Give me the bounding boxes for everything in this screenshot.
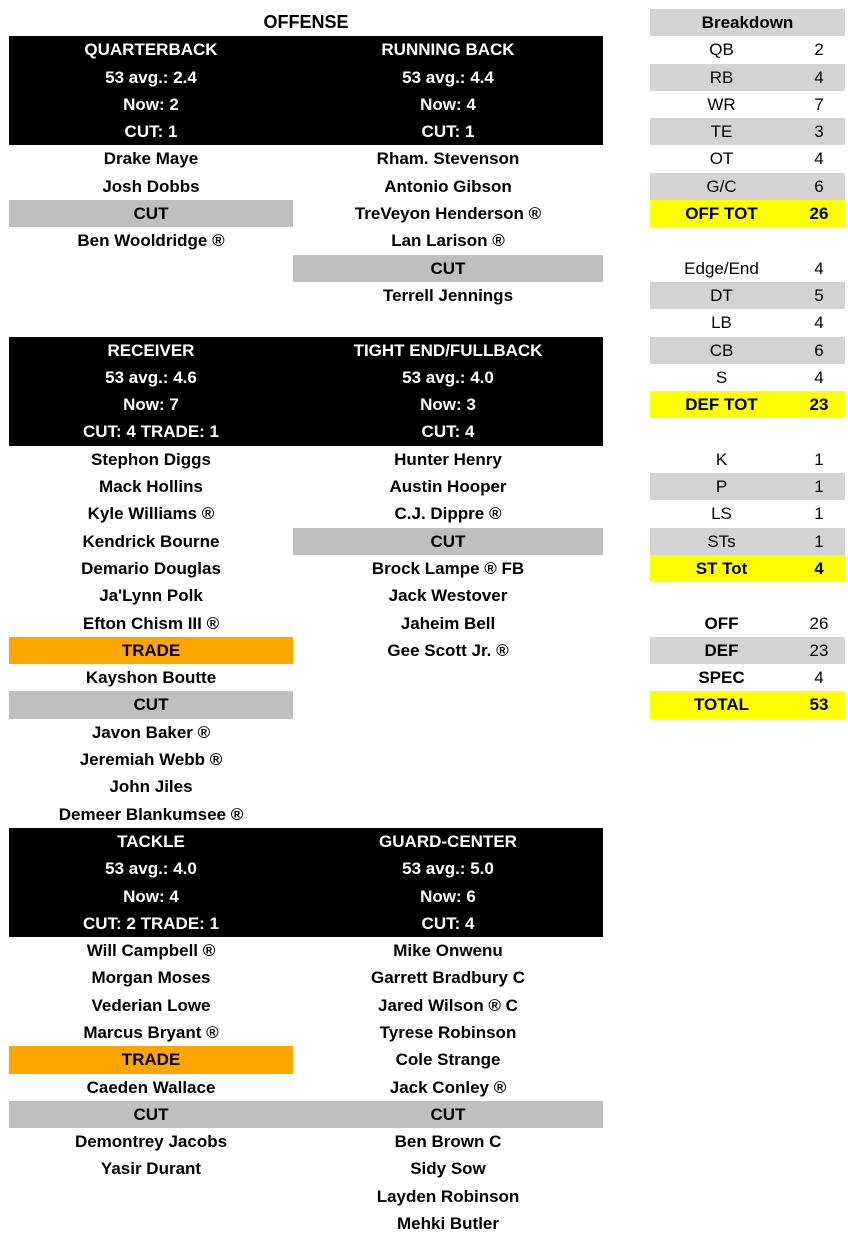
breakdown-value: 4 <box>814 367 824 387</box>
position-name: RUNNING BACK <box>381 40 515 60</box>
breakdown-label: P <box>715 477 728 497</box>
breakdown-row <box>650 255 845 282</box>
breakdown-row <box>650 637 845 664</box>
breakdown-value: 2 <box>814 40 824 60</box>
breakdown-label: G/C <box>706 176 737 196</box>
position-avg: 53 avg.: 4.0 <box>402 367 494 387</box>
player-row: Mike Onwenu <box>393 941 503 961</box>
player-row: Kayshon Boutte <box>85 668 217 688</box>
breakdown-row <box>650 337 845 364</box>
player-row: Kyle Williams ® <box>87 504 215 524</box>
position-now: Now: 4 <box>420 94 476 114</box>
position-name: QUARTERBACK <box>84 40 218 60</box>
position-header-block-wr-te <box>9 337 603 446</box>
player-row: Ja'Lynn Polk <box>99 586 203 606</box>
breakdown-row <box>650 173 845 200</box>
position-moves: CUT: 1 <box>421 122 475 142</box>
trade-bar: TRADE <box>9 637 293 664</box>
breakdown-row <box>650 309 845 336</box>
breakdown-row <box>650 528 845 555</box>
position-now: Now: 6 <box>420 886 476 906</box>
player-row: Jack Conley ® <box>389 1077 507 1097</box>
player-row: Terrell Jennings <box>382 285 514 305</box>
position-moves: CUT: 4 <box>421 913 475 933</box>
breakdown-value: 26 <box>809 613 829 633</box>
position-avg: 53 avg.: 5.0 <box>402 859 494 879</box>
breakdown-label: TE <box>710 122 733 142</box>
player-row: Efton Chism III ® <box>82 613 220 633</box>
position-name: RECEIVER <box>107 340 195 360</box>
player-row: Ben Wooldridge ® <box>77 231 225 251</box>
breakdown-label: OFF TOT <box>685 204 758 224</box>
breakdown-row <box>650 500 845 527</box>
breakdown-label: ST Tot <box>695 558 748 578</box>
breakdown-row <box>650 446 845 473</box>
player-row: Javon Baker ® <box>91 722 211 742</box>
breakdown-value: 5 <box>814 285 824 305</box>
breakdown-value: 23 <box>809 395 829 415</box>
breakdown-row <box>650 91 845 118</box>
player-row: Hunter Henry <box>394 449 502 469</box>
position-now: Now: 2 <box>123 94 179 114</box>
player-row: Drake Maye <box>103 149 199 169</box>
breakdown-value: 4 <box>814 558 824 578</box>
position-now: Now: 7 <box>123 395 179 415</box>
player-row: Sidy Sow <box>410 1159 486 1179</box>
player-row: Layden Robinson <box>376 1186 520 1206</box>
position-moves: CUT: 2 TRADE: 1 <box>82 913 219 933</box>
player-row: Tyrese Robinson <box>379 1022 517 1042</box>
player-row: Rham. Stevenson <box>376 149 520 169</box>
player-row: C.J. Dippre ® <box>394 504 502 524</box>
cut-bar: CUT <box>293 528 603 555</box>
breakdown-row <box>650 610 845 637</box>
breakdown-row-def-total <box>650 391 845 418</box>
breakdown-value: 26 <box>809 204 829 224</box>
player-row: Will Campbell ® <box>86 941 216 961</box>
breakdown-label: RB <box>709 67 734 87</box>
breakdown-row-off-total <box>650 200 845 227</box>
breakdown-value: 6 <box>814 176 824 196</box>
player-row: Stephon Diggs <box>91 449 211 469</box>
player-row: Jack Westover <box>388 586 508 606</box>
position-name: TIGHT END/FULLBACK <box>353 340 543 360</box>
breakdown-row <box>650 473 845 500</box>
player-row: Demario Douglas <box>81 558 221 578</box>
cut-bar: CUT <box>293 255 603 282</box>
position-now: Now: 4 <box>123 886 179 906</box>
player-row: Mehki Butler <box>396 1214 500 1234</box>
breakdown-label: LS <box>711 504 732 524</box>
player-row: Lan Larison ® <box>391 231 505 251</box>
player-row: Ben Brown C <box>394 1132 502 1152</box>
player-row: Vederian Lowe <box>91 995 211 1015</box>
breakdown-label: OFF <box>704 613 739 633</box>
position-header-guard-center <box>293 828 603 937</box>
position-moves: CUT: 4 <box>421 422 475 442</box>
player-row: John Jiles <box>109 777 193 797</box>
breakdown-value: 6 <box>814 340 824 360</box>
player-row: Josh Dobbs <box>102 176 200 196</box>
position-name: TACKLE <box>117 831 185 851</box>
breakdown-value: 1 <box>814 449 824 469</box>
player-row: Mack Hollins <box>99 477 203 497</box>
cut-bar: CUT <box>9 1101 293 1128</box>
position-header-quarterback <box>9 36 293 145</box>
breakdown-label: QB <box>709 40 734 60</box>
breakdown-value: 1 <box>814 477 824 497</box>
breakdown-row-grand-total <box>650 691 845 718</box>
player-row: Demontrey Jacobs <box>74 1132 228 1152</box>
position-header-block-qb-rb <box>9 36 603 145</box>
player-row: Morgan Moses <box>91 968 211 988</box>
breakdown-value: 53 <box>809 695 829 715</box>
breakdown-label: CB <box>709 340 734 360</box>
breakdown-label: DT <box>710 285 733 305</box>
breakdown-label: DEF TOT <box>685 395 758 415</box>
player-row: Yasir Durant <box>100 1159 202 1179</box>
breakdown-value: 23 <box>809 640 829 660</box>
trade-bar: TRADE <box>9 1046 293 1073</box>
position-now: Now: 3 <box>420 395 476 415</box>
breakdown-value: 4 <box>814 313 824 333</box>
position-name: GUARD-CENTER <box>379 831 517 851</box>
position-avg: 53 avg.: 4.0 <box>105 859 197 879</box>
player-row: Marcus Bryant ® <box>83 1022 219 1042</box>
player-row: Caeden Wallace <box>86 1077 216 1097</box>
breakdown-value: 4 <box>814 258 824 278</box>
breakdown-label: K <box>715 449 728 469</box>
breakdown-row <box>650 364 845 391</box>
breakdown-row-st-total <box>650 555 845 582</box>
breakdown-value: 1 <box>814 504 824 524</box>
player-row: Brock Lampe ® FB <box>371 558 525 578</box>
breakdown-header: Breakdown <box>650 9 845 36</box>
position-header-running-back <box>293 36 603 145</box>
player-row: Demeer Blankumsee ® <box>58 804 244 824</box>
position-header-tight-end <box>293 337 603 446</box>
cut-bar: CUT <box>293 1101 603 1128</box>
roster-table <box>9 9 603 1237</box>
breakdown-label: LB <box>711 313 732 333</box>
breakdown-label: TOTAL <box>693 695 750 715</box>
player-row: Garrett Bradbury C <box>371 968 525 988</box>
breakdown-label: S <box>715 367 728 387</box>
player-row: Cole Strange <box>395 1050 501 1070</box>
breakdown-value: 1 <box>814 531 824 551</box>
breakdown-value: 3 <box>814 122 824 142</box>
breakdown-row <box>650 145 845 172</box>
breakdown-row <box>650 36 845 63</box>
position-moves: CUT: 1 <box>124 122 178 142</box>
page-title: OFFENSE <box>263 12 349 32</box>
player-row: Austin Hooper <box>389 477 507 497</box>
breakdown-row <box>650 118 845 145</box>
breakdown-label: WR <box>707 94 736 114</box>
breakdown-row <box>650 664 845 691</box>
breakdown-value: 4 <box>814 149 824 169</box>
position-avg: 53 avg.: 4.4 <box>402 67 494 87</box>
player-row: Gee Scott Jr. ® <box>387 640 509 660</box>
cut-bar: CUT <box>9 200 293 227</box>
position-avg: 53 avg.: 4.6 <box>105 367 197 387</box>
breakdown-label: STs <box>707 531 736 551</box>
player-row: Kendrick Bourne <box>82 531 220 551</box>
breakdown-label: DEF <box>704 640 739 660</box>
breakdown-label: OT <box>709 149 734 169</box>
player-row: TreVeyon Henderson ® <box>354 204 542 224</box>
breakdown-value: 4 <box>814 67 824 87</box>
player-row: Jared Wilson ® C <box>378 995 518 1015</box>
position-header-tackle <box>9 828 293 937</box>
breakdown-panel <box>650 9 845 719</box>
cut-bar: CUT <box>9 691 293 718</box>
player-row: Antonio Gibson <box>384 176 512 196</box>
breakdown-label: SPEC <box>698 668 745 688</box>
breakdown-row <box>650 64 845 91</box>
position-header-block-t-gc <box>9 828 603 937</box>
position-moves: CUT: 4 TRADE: 1 <box>82 422 219 442</box>
position-avg: 53 avg.: 2.4 <box>105 67 197 87</box>
position-header-receiver <box>9 337 293 446</box>
breakdown-row <box>650 282 845 309</box>
breakdown-value: 7 <box>814 94 824 114</box>
breakdown-label: Edge/End <box>684 258 759 278</box>
player-row: Jeremiah Webb ® <box>79 750 223 770</box>
breakdown-value: 4 <box>814 668 824 688</box>
player-row: Jaheim Bell <box>400 613 496 633</box>
